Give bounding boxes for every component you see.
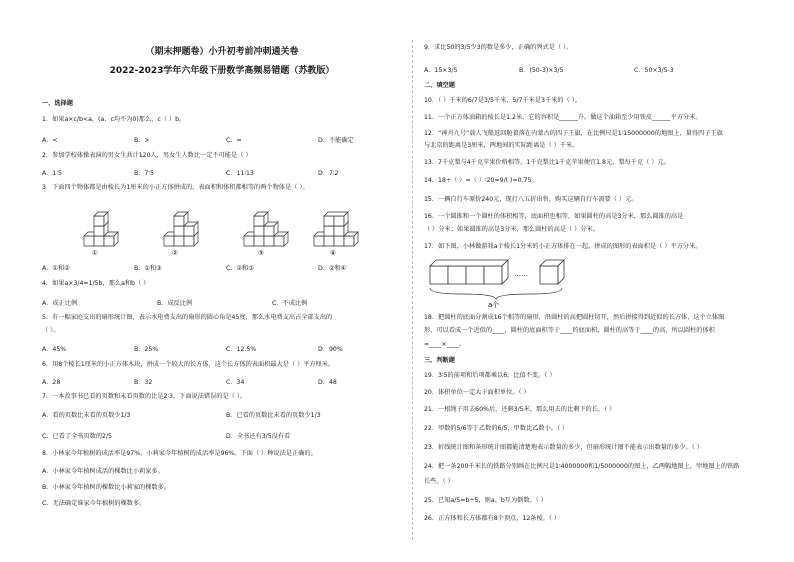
question-20: 20．体积单位一定大于面积单位。（ ） [424,389,530,396]
question-25: 25．已知a/5=b÷5，则a、b互为倒数。（ ） [424,497,547,504]
q7-option-a: A．看的页数比未看的页数少1/3 [42,412,131,419]
question-18-line-1: 18．把圆柱的底面分割成16个相等的扇形，沿圆柱的高把圆柱切开，然后拼接得到近似的长方体，这个立体图 [424,314,725,321]
cube-strip-figure [428,256,568,308]
question-16-line-1: 16．一个圆锥和一个圆柱的体积相等，底面积也相等，如果圆柱的高是3分米，那么圆锥的高是 [424,213,684,220]
question-6: 6．用8个棱长1厘米的小正方体木块，拼成一个较大的长方体，这个长方体的表面积最大是（ ）平方厘米。 [42,361,335,368]
q3-option-a: A．①和② [42,265,70,272]
question-1: 1．如果a×c/b<a，(a、c均不为0)那么，c（ ）b。 [42,116,186,123]
q8-option-a: A．小林家今年植树成活的棵数比小莉家多。 [42,468,164,475]
question-5-line-1: 5．有一幅家庭支出的扇形统计图，表示水电费支出的扇形的圆心角是45度，那么水电费支出占全部支出的 [42,314,333,321]
figure-label-2: ② [172,249,178,257]
question-12-line-2: 与北京的距离是3厘米，两地间的实际距离是（ ）千米。 [424,142,579,149]
figure-label-1: ① [92,249,98,257]
question-21: 21．一根绳子用去60%后，还剩3/5米，那么用去的比剩下的长。（ ） [424,406,616,413]
q9-option-c: C．50×3/5-3 [634,67,674,74]
q2-option-d: D．7∶2 [318,170,339,177]
q6-option-b: B．32 [134,379,153,386]
section-fill-heading: 二、填空题 [424,82,455,89]
question-7: 7．一本故事书已看的页数和未看页数的比是2∶3，下面说法错误的是（ ）。 [42,393,247,400]
q1-option-c: C．= [226,137,242,144]
question-4: 4．如果a×3/4=1/5b，那么a和b（ ） [42,280,150,287]
q3-option-b: B．①和③ [134,265,162,272]
cube-figures [80,196,400,258]
question-8: 8．小林家今年植树的成活率是97%，小莉家今年植树的成活率是96%。下面（ ）种说法是正确的。 [42,450,317,457]
q7-option-b: B．已看的页数比未看的页数少1/3 [226,412,321,419]
q8-option-c: C．无法确定谁家今年植树的棵数多。 [42,500,146,507]
question-22: 22．甲数的5/6等于乙数的6/5，甲数比乙数小。（ ） [424,425,569,432]
question-17: 17．如下图，小林做游戏a个棱长1分米的小正方体排在一起，拼成的图形的表面积是（ ）平方分米。 [424,243,702,250]
exam-subtitle: 2022-2023学年六年级下册数学高频易错题（苏教版） [109,66,335,76]
q5-option-a: A．45% [42,346,67,353]
cube-figure-1 [84,212,118,246]
question-2: 2．参加学校体操表演的男女生共计120人，男女生人数比一定不可能是（ ） [42,152,252,159]
q7-option-d: D．全书还有3/5没有看 [226,433,291,440]
q1-option-d: D．不能确定 [318,137,354,144]
column-divider [412,40,413,540]
q1-option-a: A．< [42,137,58,144]
question-9: 9．求比50的3/5少3的数是多少，正确的列式是（ ）。 [424,44,573,51]
question-18-line-3: =____×____。 [424,341,466,348]
question-24-line-1: 24．把一条200千米长的铁路分别画在比例尺是1∶4000000和1/5000000的图上，乙两幅地图上，甲地图上的铁路 [424,463,740,470]
cube-figure-2 [164,212,198,246]
q2-option-a: A．1∶5 [42,170,62,177]
figure-label-4: ④ [330,249,336,257]
q5-option-d: D．90% [318,346,343,353]
section-judge-heading: 三、判断题 [424,357,455,364]
question-23: 23．折线统计图和条形统计图都能清楚地表示数量的多少，但扇形统计图不能表示出数量的多少。（ ） [424,444,703,451]
q5-option-b: B．25% [134,346,159,353]
strip-count-label: a个 [488,301,500,308]
question-24-line-2: 长些。（ ） [424,478,454,485]
exam-title: （期末押题卷）小升初考前冲刺通关卷 [145,47,299,57]
q9-option-a: A．15×3/5 [424,67,458,74]
cube-figure-4 [314,212,358,246]
question-15: 15．一辆自行车原价240元，现打八五折出售，购买这辆自行车需要（ ）元。 [424,196,638,203]
section-choice-heading: 一、选择题 [42,100,73,107]
q1-option-b: B．> [134,137,150,144]
question-19: 19．3∶5的前项和后项都乘以6，比值不变。（ ） [424,372,556,379]
question-18-line-2: 形，可以看成一个近似的____，圆柱的底面积等于____的底面积，圆柱的高等于____的高，所以圆柱的体积 [424,327,715,334]
strip-ellipsis: …… [514,270,528,278]
question-13: 13．7千克梨与4千克苹果价格相等，1千克梨比1千克苹果便宜1.8元，梨每千克（ ）元。 [424,159,670,166]
cube-figure-3 [244,212,288,246]
question-16-line-2: （ ）分米；如果圆锥的高是3分米，那么圆柱的高是（ ）分米。 [424,226,599,233]
question-10: 10．（ ）千米的6/7是3/5千米，5/7千米是3千米的（ ）。 [424,97,581,104]
q6-option-d: D．48 [318,379,337,386]
question-26: 26．正方体和长方体都有8个顶点，12条棱。（ ） [424,515,561,522]
question-14: 14．18÷（ ）=（ ）∶20=9/( )=0.75。 [424,177,538,184]
question-3: 3．下面四个物体都是由棱长为1厘米的小正方体拼成的，表面积和体积都相等的两个物体是（ ）。 [42,184,309,191]
q4-option-a: A．成正比例 [42,300,78,307]
q7-option-c: C．已看了全书页数的2/5 [42,433,112,440]
q9-option-b: B．(50-3)×3/5 [519,67,564,74]
q5-option-c: C．12.5% [226,346,257,353]
question-11: 11．一个正方体油箱的棱长是1.2米，它的容积是______升。做这个油箱至少用铁皮______平方分米。 [424,114,702,121]
q2-option-c: C．11∶13 [226,170,254,177]
question-5-line-2: （ ）。 [42,327,60,334]
q4-option-b: B．成反比例 [157,300,193,307]
q6-option-c: C．34 [226,379,245,386]
q3-option-d: D．②和④ [318,265,347,272]
q4-option-c: C．不成比例 [272,300,308,307]
q3-option-c: C．②和③ [226,265,254,272]
q6-option-a: A．28 [42,379,61,386]
strip-brace [430,288,562,299]
figure-label-3: ③ [258,249,264,257]
question-12-line-1: 12．“神舟九号”载人飞船返回舱着落在内蒙古的四子王旗，在比例尺是1∶15000000的地图上，量得四子王旗 [424,130,723,137]
q8-option-b: B．小林家今年植树的棵数比小莉家的棵数多。 [42,484,170,491]
q2-option-b: B．7∶5 [134,170,154,177]
